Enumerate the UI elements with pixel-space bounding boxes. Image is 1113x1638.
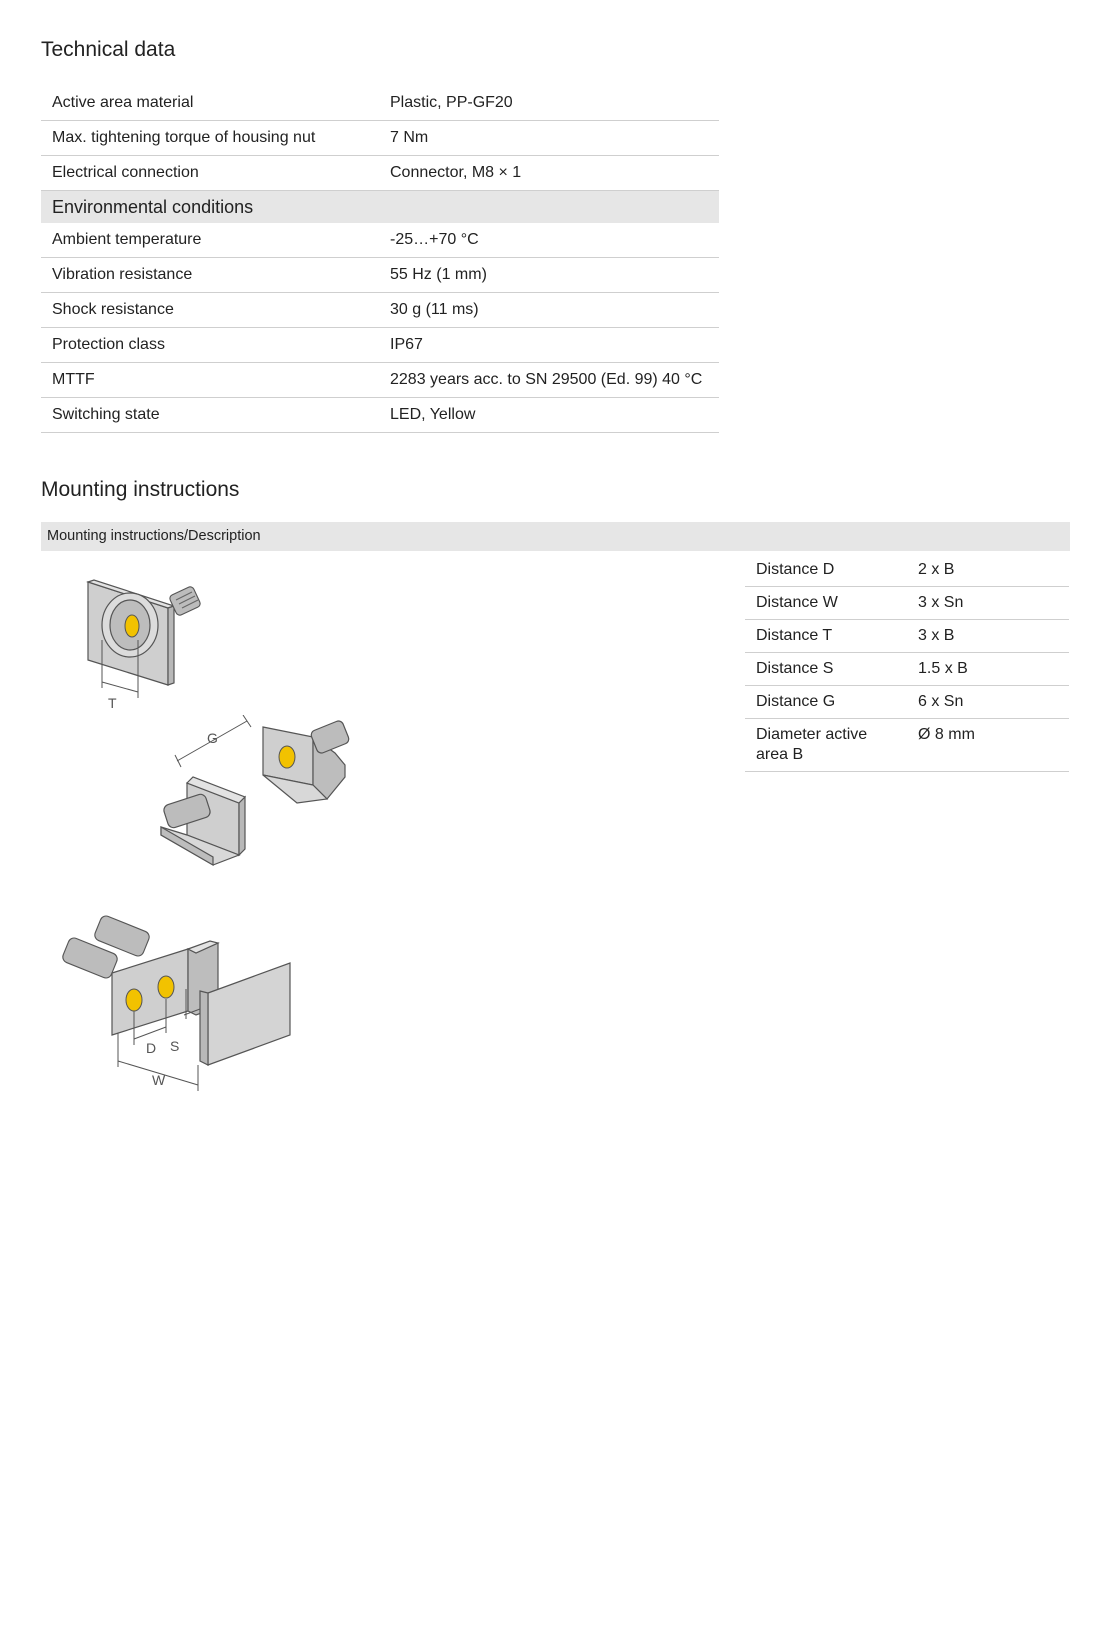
- table-row: [745, 554, 1069, 587]
- row-value: -25…+70 °C: [379, 223, 719, 258]
- table-row: [745, 620, 1069, 653]
- section-header-row: [41, 191, 719, 224]
- table-row: [41, 363, 719, 398]
- row-value: 55 Hz (1 mm): [379, 258, 719, 293]
- mounting-description-header: Mounting instructions/Description: [41, 522, 1070, 551]
- row-label: Vibration resistance: [41, 258, 379, 293]
- row-value: Connector, M8 × 1: [379, 156, 719, 191]
- section-header: Environmental conditions: [41, 191, 719, 224]
- row-label: Protection class: [41, 328, 379, 363]
- table-row: [41, 293, 719, 328]
- row-label: Active area material: [41, 86, 379, 121]
- table-row: [745, 587, 1069, 620]
- table-row: [745, 653, 1069, 686]
- mounting-figure-opposed: [155, 715, 365, 880]
- row-label: Distance D: [745, 554, 907, 587]
- label-d: D: [146, 1040, 157, 1056]
- row-label: MTTF: [41, 363, 379, 398]
- row-label: Max. tightening torque of housing nut: [41, 121, 379, 156]
- table-row: [745, 686, 1069, 719]
- row-label: Electrical connection: [41, 156, 379, 191]
- mounting-instructions-title: Mounting instructions: [41, 478, 240, 501]
- row-value: 6 x Sn: [907, 686, 1069, 719]
- label-t: T: [108, 695, 117, 710]
- row-value: 1.5 x B: [907, 653, 1069, 686]
- row-label: Switching state: [41, 398, 379, 433]
- row-label: Diameter active area B: [745, 719, 907, 772]
- table-row: [41, 156, 719, 191]
- label-s: S: [170, 1038, 180, 1054]
- mounting-figure-side-by-side: [60, 915, 300, 1095]
- row-value: Ø 8 mm: [907, 719, 1069, 772]
- row-label: Distance S: [745, 653, 907, 686]
- table-row: [41, 398, 719, 433]
- distance-table: [745, 554, 1069, 772]
- label-w: W: [152, 1072, 166, 1088]
- row-label: Distance T: [745, 620, 907, 653]
- table-row: [41, 86, 719, 121]
- row-label: Ambient temperature: [41, 223, 379, 258]
- row-value: IP67: [379, 328, 719, 363]
- label-g: G: [207, 730, 218, 746]
- row-label: Shock resistance: [41, 293, 379, 328]
- row-value: 3 x Sn: [907, 587, 1069, 620]
- mounting-figure-flush: [80, 570, 210, 710]
- technical-data-table: [41, 86, 719, 433]
- row-value: Plastic, PP-GF20: [379, 86, 719, 121]
- table-row: [41, 258, 719, 293]
- table-row: [41, 223, 719, 258]
- table-row: [41, 121, 719, 156]
- row-value: 2 x B: [907, 554, 1069, 587]
- row-label: Distance W: [745, 587, 907, 620]
- row-value: 2283 years acc. to SN 29500 (Ed. 99) 40 °C: [379, 363, 719, 398]
- row-value: 3 x B: [907, 620, 1069, 653]
- technical-data-title: Technical data: [41, 38, 176, 61]
- row-label: Distance G: [745, 686, 907, 719]
- row-value: 30 g (11 ms): [379, 293, 719, 328]
- row-value: 7 Nm: [379, 121, 719, 156]
- table-row: [745, 719, 1069, 772]
- table-row: [41, 328, 719, 363]
- row-value: LED, Yellow: [379, 398, 719, 433]
